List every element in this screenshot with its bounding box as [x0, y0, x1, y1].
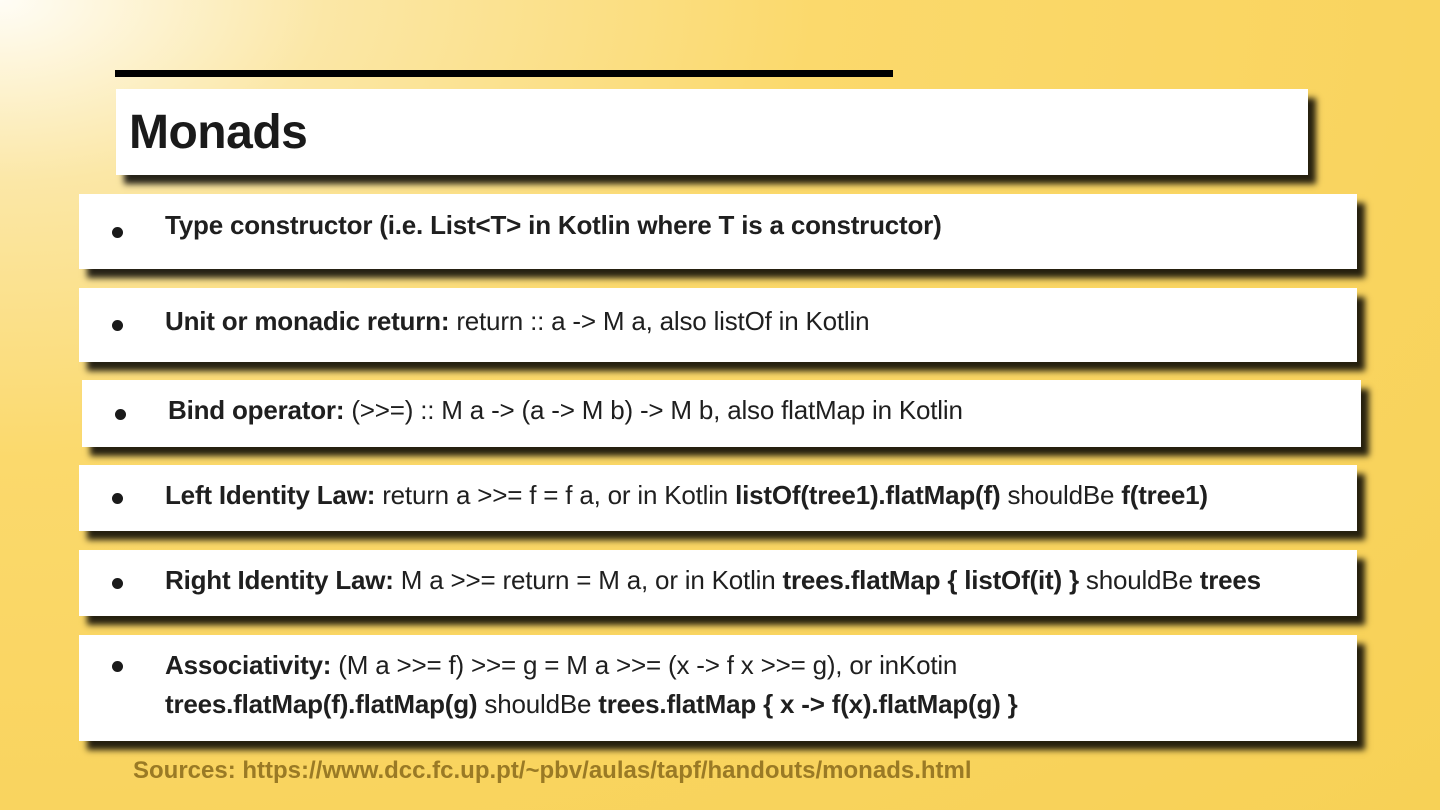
- bullet-dot: [112, 493, 123, 504]
- bullet-connector: shouldBe: [1000, 480, 1122, 510]
- bullet-text: [165, 302, 869, 341]
- bullet-desc: (M a >>= f) >>= g = M a >>= (x -> f x >>= g), or inKotin: [331, 650, 958, 680]
- slide-title: Monads: [129, 106, 308, 159]
- code-expression: f(tree1): [1121, 480, 1208, 510]
- bullet-dot: [112, 320, 123, 331]
- bullet-text: [165, 206, 942, 245]
- code-expression: trees.flatMap { listOf(it) }: [782, 565, 1079, 595]
- bullet-card-right-identity: [79, 550, 1357, 616]
- bullet-text: [165, 476, 1208, 515]
- bullet-term: Unit or monadic return:: [165, 306, 450, 336]
- code-expression: trees: [1199, 565, 1261, 595]
- bullet-connector: shouldBe: [1078, 565, 1200, 595]
- bullet-term: Right Identity Law:: [165, 565, 394, 595]
- bullet-card-left-identity: [79, 465, 1357, 531]
- bullet-card-unit: [79, 288, 1357, 362]
- bullet-term: Bind operator:: [168, 395, 345, 425]
- bullet-connector: shouldBe: [477, 689, 599, 719]
- title-card: [116, 89, 1308, 175]
- bullet-dot: [112, 661, 123, 672]
- bullet-card-associativity: [79, 635, 1357, 741]
- bullet-term: Type constructor (i.e. List<T> in Kotlin where T is a constructor): [165, 210, 942, 240]
- title-rule: [115, 70, 893, 77]
- bullet-card-type-constructor: [79, 194, 1357, 269]
- bullet-card-bind: [82, 380, 1361, 447]
- bullet-desc: (>>=) :: M a -> (a -> M b) -> M b, also flatMap in Kotlin: [344, 395, 963, 425]
- bullet-term: Associativity:: [165, 650, 332, 680]
- bullet-desc: return :: a -> M a, also listOf in Kotlin: [449, 306, 870, 336]
- code-expression: trees.flatMap(f).flatMap(g): [165, 689, 478, 719]
- bullet-dot: [112, 578, 123, 589]
- bullet-text-continued: [165, 685, 1018, 724]
- bullet-text: [165, 646, 957, 685]
- source-citation: Sources: https://www.dcc.fc.up.pt/~pbv/aulas/tapf/handouts/monads.html: [133, 757, 972, 784]
- bullet-dot: [112, 227, 123, 238]
- bullet-text: [168, 391, 963, 430]
- bullet-desc: return a >>= f = f a, or in Kotlin: [375, 480, 736, 510]
- bullet-term: Left Identity Law:: [165, 480, 376, 510]
- code-expression: listOf(tree1).flatMap(f): [735, 480, 1001, 510]
- bullet-desc: M a >>= return = M a, or in Kotlin: [393, 565, 783, 595]
- code-expression: trees.flatMap { x -> f(x).flatMap(g) }: [598, 689, 1018, 719]
- bullet-dot: [115, 409, 126, 420]
- bullet-text: [165, 561, 1261, 600]
